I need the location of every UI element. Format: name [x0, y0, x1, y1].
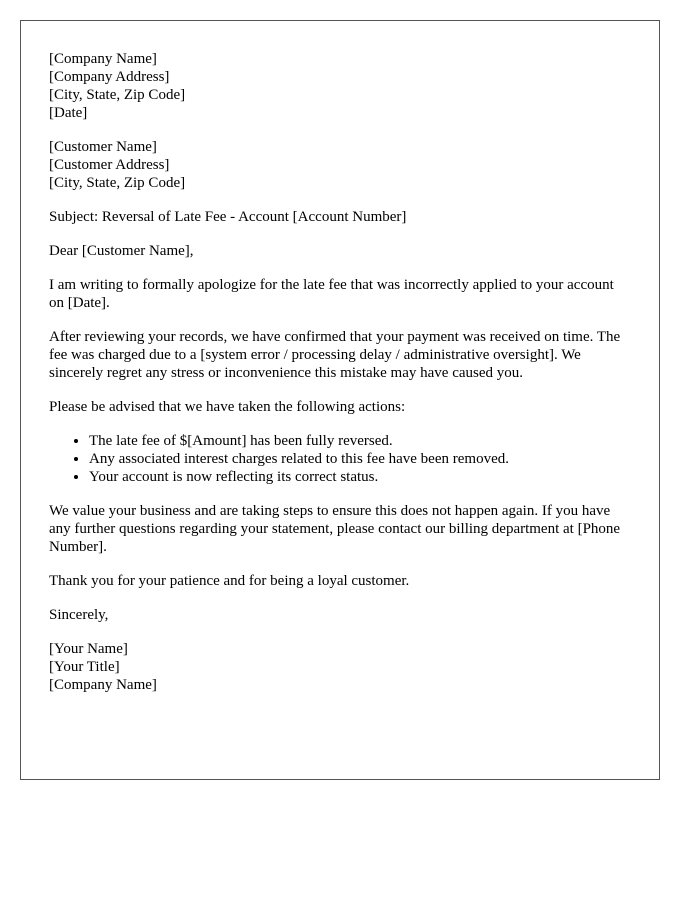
salutation: Dear [Customer Name],	[49, 243, 194, 259]
action-item: • Any associated interest charges related to this fee have been removed.	[89, 450, 631, 468]
subject-line: Subject: Reversal of Late Fee - Account [Account Number]	[49, 209, 407, 225]
recipient-customer-name: [Customer Name]	[49, 139, 157, 155]
action-item: • The late fee of $[Amount] has been fully reversed.	[89, 432, 631, 450]
signature-company-name: [Company Name]	[49, 677, 157, 693]
closing: Sincerely,	[49, 607, 109, 623]
sender-company-address: [Company Address]	[49, 69, 170, 85]
signature-block	[49, 640, 631, 694]
signature-your-name: [Your Name]	[49, 641, 128, 657]
body-paragraph-contact: We value your business and are taking steps to ensure this does not happen again. If you have any further questions regarding your statement, please contact our billing department at [Phone Number].	[49, 503, 621, 555]
recipient-block	[49, 138, 631, 192]
body-paragraph-explanation: After reviewing your records, we have confirmed that your payment was received on time. The fee was charged due to a [system error / processing delay / administrative oversight]. We sincerely regret any stress or inconvenience this mistake may have caused you.	[49, 329, 621, 381]
body-paragraph-thanks: Thank you for your patience and for being a loyal customer.	[49, 573, 410, 589]
recipient-city-state-zip: [City, State, Zip Code]	[49, 175, 186, 191]
actions-list	[49, 432, 631, 486]
sender-company-name: [Company Name]	[49, 51, 157, 67]
sender-block	[49, 50, 631, 122]
letter-page	[20, 20, 660, 780]
letter-date: [Date]	[49, 105, 88, 121]
signature-your-title: [Your Title]	[49, 659, 120, 675]
body-paragraph-apology: I am writing to formally apologize for the late fee that was incorrectly applied to your account on [Date].	[49, 277, 614, 311]
body-paragraph-actions-intro: Please be advised that we have taken the following actions:	[49, 399, 406, 415]
sender-city-state-zip: [City, State, Zip Code]	[49, 87, 186, 103]
recipient-customer-address: [Customer Address]	[49, 157, 170, 173]
action-item: • Your account is now reflecting its correct status.	[89, 468, 631, 486]
